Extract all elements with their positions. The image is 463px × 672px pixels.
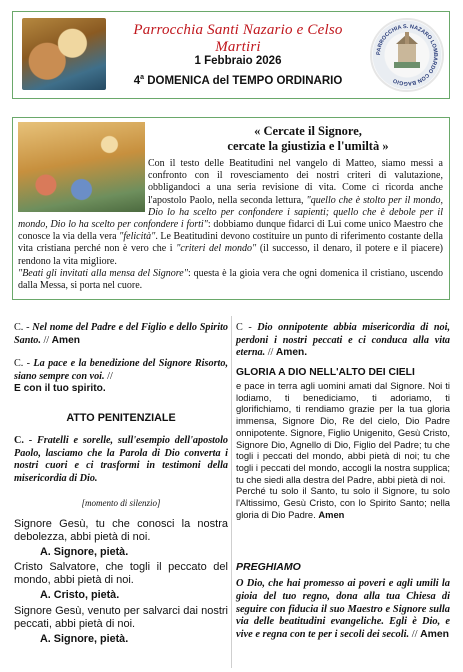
column-divider xyxy=(231,316,232,668)
homily-title: « Cercate il Signore, cercate la giustizia e l'umiltà » xyxy=(227,124,389,153)
sunday-title: 4$^a$ DOMENICA del TEMPO ORDINARIO xyxy=(133,74,343,87)
logo-emblem-icon xyxy=(372,20,442,90)
header-box xyxy=(12,11,450,99)
penitential-invitation: C. - Fratelli e sorelle, sull'esempio dell'apostolo Paolo, lasciamo che la Parola di Dio converta i nostri cuori e ci trasformi in testimoni della misericordia di Dio. xyxy=(14,435,229,484)
greeting-1: C. - Nel nome del Padre e del Figlio e dello Spirito Santo. // Amen xyxy=(14,322,229,346)
response-2: A. Cristo, pietà. xyxy=(40,589,120,601)
invocation-3: Signore Gesù, venuto per salvarci dai nostri peccati, abbi pietà di noi. xyxy=(14,605,228,630)
penitential-title: ATTO PENITENZIALE xyxy=(66,412,176,424)
invocation-1: Signore Gesù, tu che conosci la nostra debolezza, abbi pietà di noi. xyxy=(14,518,228,543)
collect-prayer: O Dio, che hai promesso ai poveri e agli umili la gioia del tuo regno, dona alla tua Chiesa di seguire con fiducia il suo Maestro e Signore sulla via delle beatitudini evangeliche. Egli è Dio, e vive e regna con te per i secoli dei secoli. // Amen xyxy=(236,578,450,641)
parish-name: Parrocchia Santi Nazario e Celso Martiri xyxy=(133,22,343,55)
silence-note: [momento di silenzio] xyxy=(81,498,161,508)
parish-logo xyxy=(370,18,444,92)
prayer-title: PREGHIAMO xyxy=(236,561,301,573)
response-3: A. Signore, pietà. xyxy=(40,633,129,645)
saints-painting-image xyxy=(22,18,106,90)
date: 1 Febbraio 2026 xyxy=(194,55,282,67)
gloria-title: GLORIA A DIO NELL'ALTO DEI CIELI xyxy=(236,367,415,378)
gloria-text: e pace in terra agli uomini amati dal Signore. Noi ti lodiamo, ti benediciamo, ti adoriamo, ti glorifichiamo, ti rendiamo grazie per la tua gloria immensa, Signore Dio, Re del cielo, Dio Padre onnipotente. Signore, Figlio Unigenito, Gesù Cristo, Signore Dio, Agnello di Dio, Figlio del Padre; tu che togli i peccati del mondo, abbi pietà di noi; tu che togli i peccati del mondo, accogli la nostra supplica; tu che siedi alla destra del Padre, abbi pietà di noi. Perché tu solo il Santo, tu solo il Signore, tu solo l'Altissimo, Gesù Cristo, con lo Spirito Santo; nella gloria di Dio Padre. Amen xyxy=(236,380,450,520)
homily-paragraph: Con il testo delle Beatitudini nel vangelo di Matteo, siamo messi a confronto con il rovesciamento dei nostri criteri di valutazione, obbligandoci a una seria revisione di vita. Come ci ricorda anche l'apostolo Paolo, nella seconda lettura, "quello che è stolto per il mondo, Dio lo ha scelto per confondere i sapienti; quello che è debole per il mondo, Dio lo ha scelto per confondere i forti": dobbiamo dunque fidarci di Lui come unico Maestro che conosce la via della vera "felicità". Le Beatitudini devono costituire un punto di riferimento costante della vita cristiana perché non è vero che i "criteri del mondo" (il successo, il denaro, il potere e il piacere) rendono la vita migliore. "Beati gli invitati alla mensa del Signore": questa è la gioia vera che ogni domenica il cristiano, uscendo dalla Messa, si porta nel cuore. xyxy=(18,158,444,292)
homily-box xyxy=(12,117,450,300)
greeting-2: C. - La pace e la benedizione del Signore Risorto, siano sempre con voi. // E con il tuo spirito. xyxy=(14,358,229,394)
svg-text:PARROCCHIA S. NAZARO LOMBARDO: PARROCCHIA S. NAZARO LOMBARDO CON BAGGIO xyxy=(375,23,439,87)
response-1: A. Signore, pietà. xyxy=(40,546,129,558)
homily-paragraph-2: "Beati gli invitati alla mensa del Signore": questa è la gioia vera che ogni domenica il cristiano, uscendo dalla Messa, si porta nel cuore. xyxy=(18,267,444,292)
invocation-2: Cristo Salvatore, che togli il peccato del mondo, abbi pietà di noi. xyxy=(14,561,228,586)
absolution: C - Dio onnipotente abbia misericordia di noi, perdoni i nostri peccati e ci conduca alla vita eterna. // Amen. xyxy=(236,322,450,358)
